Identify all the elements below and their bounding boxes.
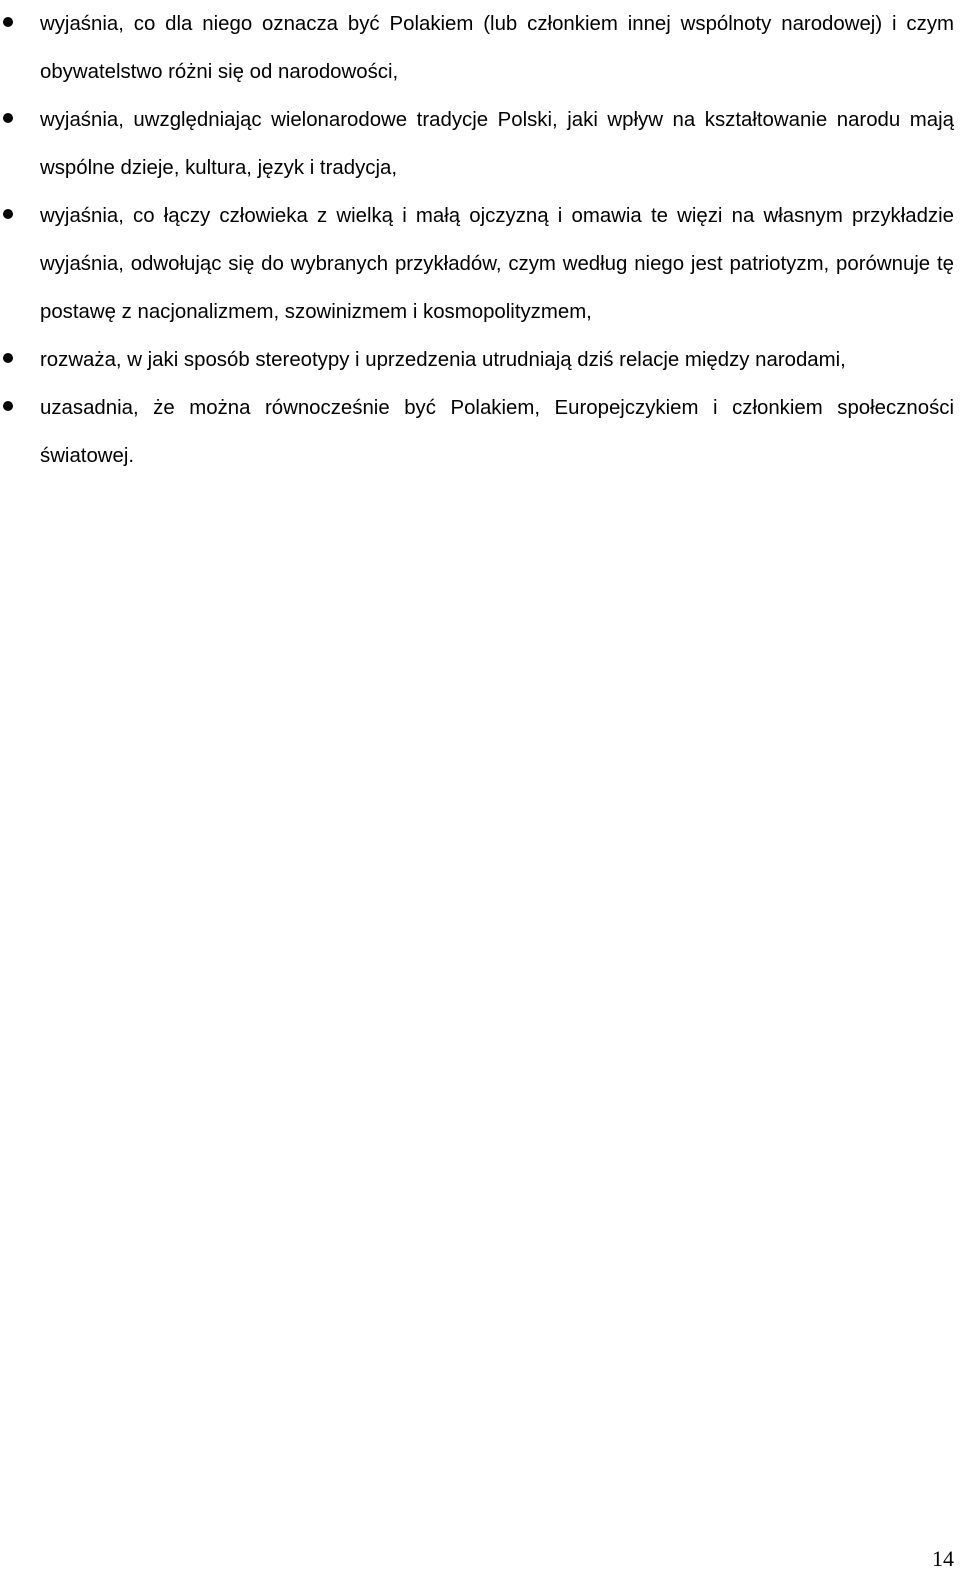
list-item-text: wyjaśnia, uwzględniając wielonarodowe tradycje Polski, jaki wpływ na kształtowanie narodu mają wspólne dzieje, kultura, język i tradycja, bbox=[40, 109, 954, 179]
list-item bbox=[0, 384, 954, 480]
list-item bbox=[0, 336, 954, 384]
bullet-icon bbox=[3, 353, 13, 363]
list-item-text: uzasadnia, że można równocześnie być Polakiem, Europejczykiem i członkiem społeczności światowej. bbox=[40, 397, 954, 467]
bullet-icon bbox=[3, 17, 13, 27]
bullet-icon bbox=[3, 113, 13, 123]
bullet-icon bbox=[3, 209, 13, 219]
bullet-icon bbox=[3, 401, 13, 411]
list-item-text: wyjaśnia, co dla niego oznacza być Polakiem (lub członkiem innej wspólnoty narodowej) i czym obywatelstwo różni się od narodowości, bbox=[40, 13, 954, 83]
list-item bbox=[0, 192, 954, 336]
list-item-text: wyjaśnia, co łączy człowieka z wielką i małą ojczyzną i omawia te więzi na własnym przykładzie wyjaśnia, odwołując się do wybranych przykładów, czym według niego jest patriotyzm, porównuje tę postawę z nacjonalizmem, szowinizmem i kosmopolityzmem, bbox=[40, 205, 954, 323]
list-item bbox=[0, 96, 954, 192]
bullet-list bbox=[0, 0, 960, 480]
page-number: 14 bbox=[932, 1546, 954, 1571]
list-item bbox=[0, 0, 954, 96]
list-item-text: rozważa, w jaki sposób stereotypy i uprzedzenia utrudniają dziś relacje między narodami, bbox=[40, 349, 846, 371]
